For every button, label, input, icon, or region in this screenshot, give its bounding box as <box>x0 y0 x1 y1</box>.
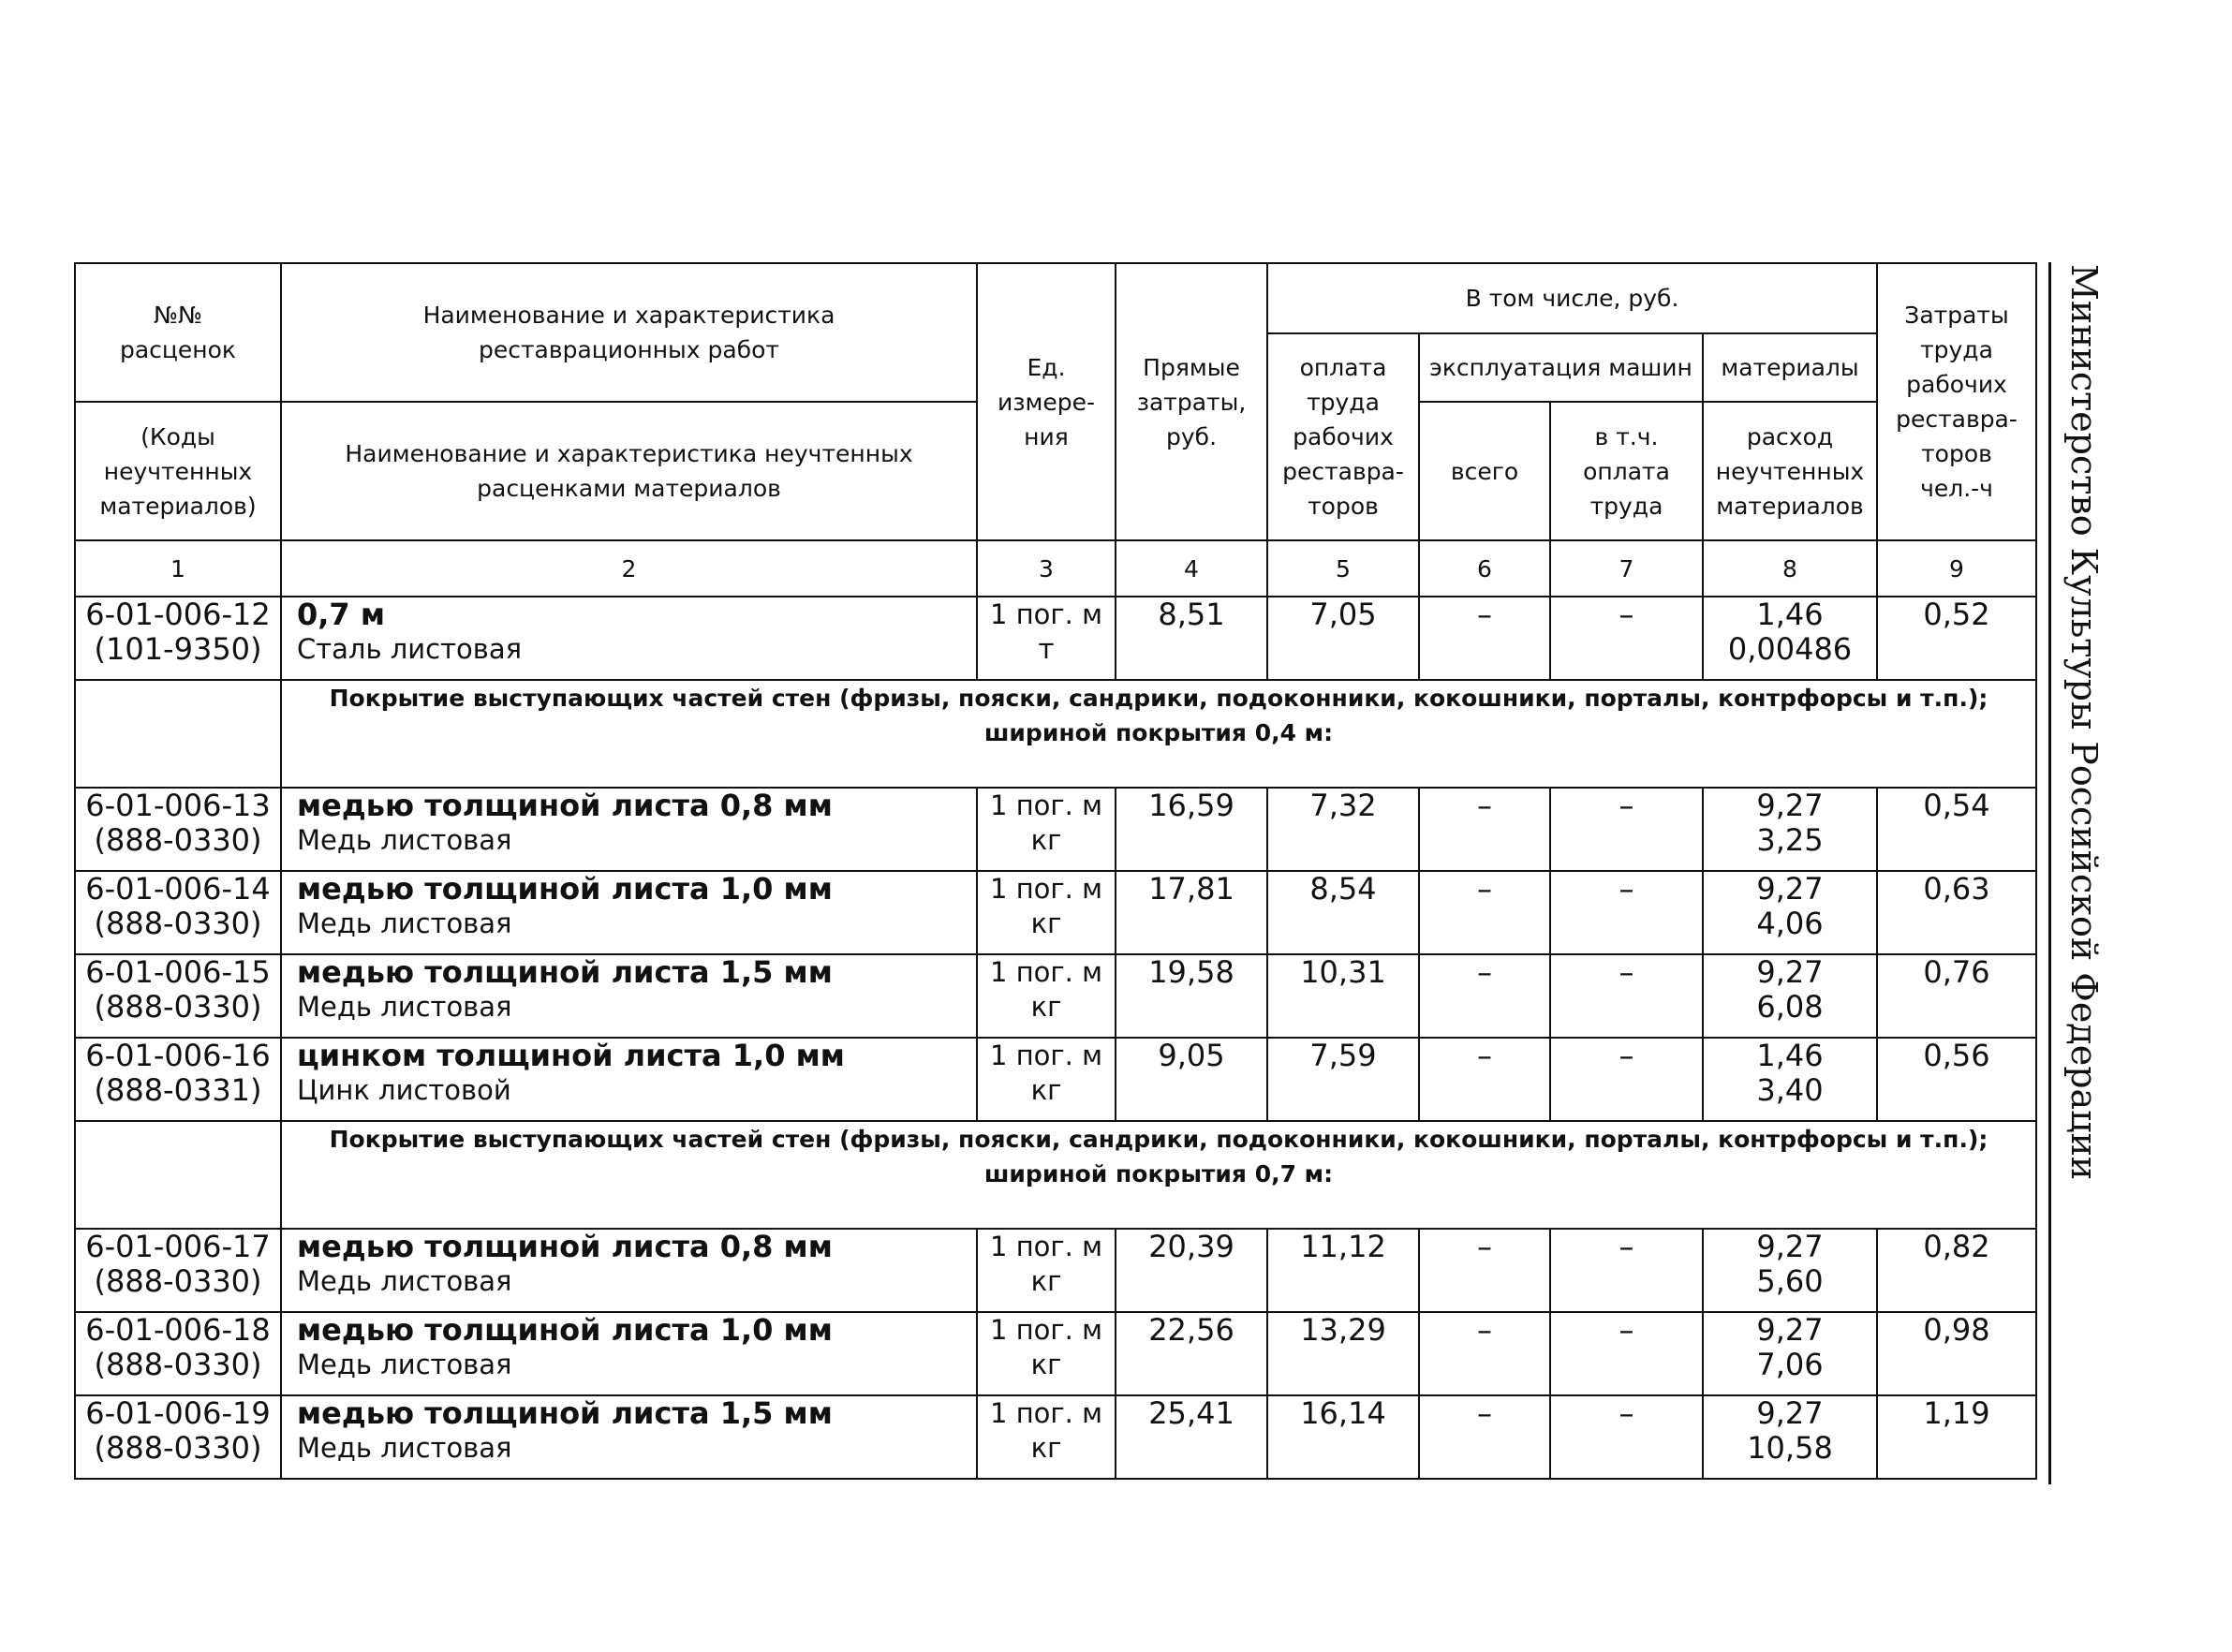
material-quantity: 6,08 <box>1756 989 1824 1025</box>
materials: 9,27 <box>1756 954 1824 990</box>
machines-total: – <box>1419 1229 1550 1312</box>
work-name-cell <box>281 788 977 871</box>
header-work-name: Наименование и характеристика реставрационных работ <box>281 263 977 402</box>
table-row <box>75 1229 2036 1312</box>
machines-wages: – <box>1550 1038 1703 1121</box>
labor-costs: 0,82 <box>1877 1229 2036 1312</box>
machines-total: – <box>1419 1312 1550 1395</box>
column-number: 4 <box>1116 540 1267 597</box>
labor-costs: 1,19 <box>1877 1395 2036 1479</box>
labor-costs: 0,63 <box>1877 871 2036 954</box>
machines-total: – <box>1419 1395 1550 1479</box>
rate-code: 6-01-006-18 <box>85 1312 271 1348</box>
table-body <box>75 263 2036 1479</box>
rate-code: 6-01-006-15 <box>85 954 271 990</box>
header-including: В том числе, руб. <box>1267 263 1877 333</box>
header-codes-bottom: (Коды неучтенных материалов) <box>75 402 281 540</box>
unit-cell <box>977 954 1116 1038</box>
column-number: 5 <box>1267 540 1419 597</box>
unit-material: кг <box>1030 1265 1062 1297</box>
unit-material: кг <box>1030 1349 1062 1380</box>
materials: 9,27 <box>1756 1395 1824 1431</box>
rate-code-cell <box>75 1038 281 1121</box>
header-machines: эксплуатация машин <box>1419 333 1703 402</box>
machines-wages: – <box>1550 1229 1703 1312</box>
rate-code: 6-01-006-14 <box>85 871 271 907</box>
table-row <box>75 1312 2036 1395</box>
header-machines-wages: в т.ч. оплата труда <box>1550 402 1703 540</box>
section-title: Покрытие выступающих частей стен (фризы, пояски, сандрики, подоконники, кокошники, порталы, контрфорсы и т.п.); шириной покрытия 0,7 м: <box>281 1121 2036 1229</box>
unit-cell <box>977 597 1116 680</box>
header-materials: материалы <box>1703 333 1877 402</box>
materials-cell <box>1703 788 1877 871</box>
direct-costs: 25,41 <box>1116 1395 1267 1479</box>
wages: 7,32 <box>1267 788 1419 871</box>
work-name-cell <box>281 954 977 1038</box>
machines-total: – <box>1419 597 1550 680</box>
material-quantity: 5,60 <box>1756 1263 1824 1299</box>
material-name: Медь листовая <box>297 907 512 939</box>
material-name: Медь листовая <box>297 1265 512 1297</box>
work-name: медью толщиной листа 0,8 мм <box>297 1229 833 1264</box>
work-name-cell <box>281 1312 977 1395</box>
column-number: 2 <box>281 540 977 597</box>
section-row <box>75 1121 2036 1229</box>
table-row <box>75 788 2036 871</box>
materials-cell <box>1703 597 1877 680</box>
machines-total: – <box>1419 954 1550 1038</box>
header-materials-unaccounted: расход неучтенных материалов <box>1703 402 1877 540</box>
material-code: (888-0330) <box>94 989 262 1025</box>
materials: 9,27 <box>1756 1229 1824 1264</box>
unit-material: кг <box>1030 1074 1062 1106</box>
work-name: медью толщиной листа 1,5 мм <box>297 1395 833 1431</box>
section-title: Покрытие выступающих частей стен (фризы, пояски, сандрики, подоконники, кокошники, порталы, контрфорсы и т.п.); шириной покрытия 0,4 м: <box>281 680 2036 788</box>
machines-wages: – <box>1550 1312 1703 1395</box>
materials: 9,27 <box>1756 788 1824 823</box>
unit-material: кг <box>1030 991 1062 1023</box>
labor-costs: 0,98 <box>1877 1312 2036 1395</box>
material-name: Медь листовая <box>297 1349 512 1380</box>
machines-wages: – <box>1550 788 1703 871</box>
work-name-cell <box>281 1038 977 1121</box>
direct-costs: 17,81 <box>1116 871 1267 954</box>
table-row <box>75 1395 2036 1479</box>
work-name: цинком толщиной листа 1,0 мм <box>297 1038 845 1073</box>
header-material-name: Наименование и характеристика неучтенных расценками материалов <box>281 402 977 540</box>
machines-total: – <box>1419 871 1550 954</box>
material-name: Сталь листовая <box>297 633 523 665</box>
wages: 10,31 <box>1267 954 1419 1038</box>
rate-code-cell <box>75 788 281 871</box>
unit-material: т <box>1038 633 1055 665</box>
wages: 8,54 <box>1267 871 1419 954</box>
material-quantity: 0,00486 <box>1727 631 1853 667</box>
work-name: медью толщиной листа 1,5 мм <box>297 954 833 990</box>
material-name: Медь листовая <box>297 824 512 856</box>
column-number: 1 <box>75 540 281 597</box>
machines-total: – <box>1419 788 1550 871</box>
direct-costs: 19,58 <box>1116 954 1267 1038</box>
unit-work: 1 пог. м <box>990 873 1102 905</box>
column-number: 3 <box>977 540 1116 597</box>
material-code: (888-0330) <box>94 906 262 941</box>
section-empty-cell <box>75 1121 281 1229</box>
labor-costs: 0,54 <box>1877 788 2036 871</box>
work-name: 0,7 м <box>297 597 385 632</box>
unit-cell <box>977 1312 1116 1395</box>
material-code: (888-0330) <box>94 1347 262 1382</box>
machines-wages: – <box>1550 954 1703 1038</box>
rate-code: 6-01-006-13 <box>85 788 271 823</box>
materials: 9,27 <box>1756 871 1824 907</box>
header-wages: оплата труда рабочих реставра- торов <box>1267 333 1419 540</box>
header-labor-costs: Затраты труда рабочих реставра- торов чел.-ч <box>1877 263 2036 540</box>
wages: 16,14 <box>1267 1395 1419 1479</box>
unit-work: 1 пог. м <box>990 1397 1102 1429</box>
column-number: 8 <box>1703 540 1877 597</box>
header-machines-total: всего <box>1419 402 1550 540</box>
material-code: (888-0330) <box>94 1263 262 1299</box>
materials: 1,46 <box>1756 1038 1824 1073</box>
material-quantity: 7,06 <box>1756 1347 1824 1382</box>
table-row <box>75 871 2036 954</box>
header-direct-costs: Прямые затраты, руб. <box>1116 263 1267 540</box>
unit-work: 1 пог. м <box>990 789 1102 821</box>
rate-code-cell <box>75 1312 281 1395</box>
materials-cell <box>1703 871 1877 954</box>
materials: 9,27 <box>1756 1312 1824 1348</box>
material-code: (888-0331) <box>94 1072 262 1108</box>
material-quantity: 3,25 <box>1756 822 1824 858</box>
section-row <box>75 680 2036 788</box>
unit-cell <box>977 788 1116 871</box>
work-name-cell <box>281 871 977 954</box>
work-name-cell <box>281 1395 977 1479</box>
unit-cell <box>977 1395 1116 1479</box>
wages: 7,59 <box>1267 1038 1419 1121</box>
header-row-1 <box>75 263 2036 333</box>
material-code: (888-0330) <box>94 1430 262 1466</box>
side-text-label: Министерство Культуры Российской Федерации <box>2063 264 2105 1181</box>
material-quantity: 3,40 <box>1756 1072 1824 1108</box>
machines-wages: – <box>1550 1395 1703 1479</box>
rate-code-cell <box>75 954 281 1038</box>
machines-wages: – <box>1550 597 1703 680</box>
rate-code-cell <box>75 1395 281 1479</box>
work-name: медью толщиной листа 1,0 мм <box>297 1312 833 1348</box>
section-empty-cell <box>75 680 281 788</box>
labor-costs: 0,56 <box>1877 1038 2036 1121</box>
unit-work: 1 пог. м <box>990 956 1102 988</box>
rate-code: 6-01-006-16 <box>85 1038 271 1073</box>
rate-code-cell <box>75 871 281 954</box>
material-name: Медь листовая <box>297 991 512 1023</box>
rate-code-cell <box>75 1229 281 1312</box>
material-name: Медь листовая <box>297 1432 512 1464</box>
unit-work: 1 пог. м <box>990 1040 1102 1071</box>
material-code: (888-0330) <box>94 822 262 858</box>
unit-work: 1 пог. м <box>990 1314 1102 1346</box>
column-number-row <box>75 540 2036 597</box>
rate-code-cell <box>75 597 281 680</box>
machines-wages: – <box>1550 871 1703 954</box>
direct-costs: 8,51 <box>1116 597 1267 680</box>
column-number: 9 <box>1877 540 2036 597</box>
work-name-cell <box>281 1229 977 1312</box>
work-name-cell <box>281 597 977 680</box>
table-row <box>75 1038 2036 1121</box>
materials-cell <box>1703 1395 1877 1479</box>
header-codes-top: №№ расценок <box>75 263 281 402</box>
materials-cell <box>1703 1038 1877 1121</box>
unit-work: 1 пог. м <box>990 1231 1102 1262</box>
column-number: 7 <box>1550 540 1703 597</box>
side-text <box>2051 262 2117 1484</box>
unit-cell <box>977 1229 1116 1312</box>
unit-cell <box>977 871 1116 954</box>
column-number: 6 <box>1419 540 1550 597</box>
unit-cell <box>977 1038 1116 1121</box>
materials-cell <box>1703 1312 1877 1395</box>
machines-total: – <box>1419 1038 1550 1121</box>
direct-costs: 20,39 <box>1116 1229 1267 1312</box>
materials-cell <box>1703 1229 1877 1312</box>
rate-code: 6-01-006-19 <box>85 1395 271 1431</box>
material-code: (101-9350) <box>94 631 262 667</box>
rate-code: 6-01-006-12 <box>85 597 271 632</box>
wages: 11,12 <box>1267 1229 1419 1312</box>
work-name: медью толщиной листа 0,8 мм <box>297 788 833 823</box>
unit-material: кг <box>1030 1432 1062 1464</box>
unit-material: кг <box>1030 824 1062 856</box>
unit-work: 1 пог. м <box>990 598 1102 630</box>
wages: 13,29 <box>1267 1312 1419 1395</box>
material-name: Цинк листовой <box>297 1074 511 1106</box>
materials-cell <box>1703 954 1877 1038</box>
price-table <box>74 262 2037 1480</box>
labor-costs: 0,52 <box>1877 597 2036 680</box>
materials: 1,46 <box>1756 597 1824 632</box>
work-name: медью толщиной листа 1,0 мм <box>297 871 833 907</box>
material-quantity: 10,58 <box>1747 1430 1833 1466</box>
direct-costs: 9,05 <box>1116 1038 1267 1121</box>
header-unit: Ед. измере- ния <box>977 263 1116 540</box>
direct-costs: 16,59 <box>1116 788 1267 871</box>
table-row <box>75 597 2036 680</box>
rate-code: 6-01-006-17 <box>85 1229 271 1264</box>
table-row <box>75 954 2036 1038</box>
unit-material: кг <box>1030 907 1062 939</box>
labor-costs: 0,76 <box>1877 954 2036 1038</box>
direct-costs: 22,56 <box>1116 1312 1267 1395</box>
material-quantity: 4,06 <box>1756 906 1824 941</box>
wages: 7,05 <box>1267 597 1419 680</box>
